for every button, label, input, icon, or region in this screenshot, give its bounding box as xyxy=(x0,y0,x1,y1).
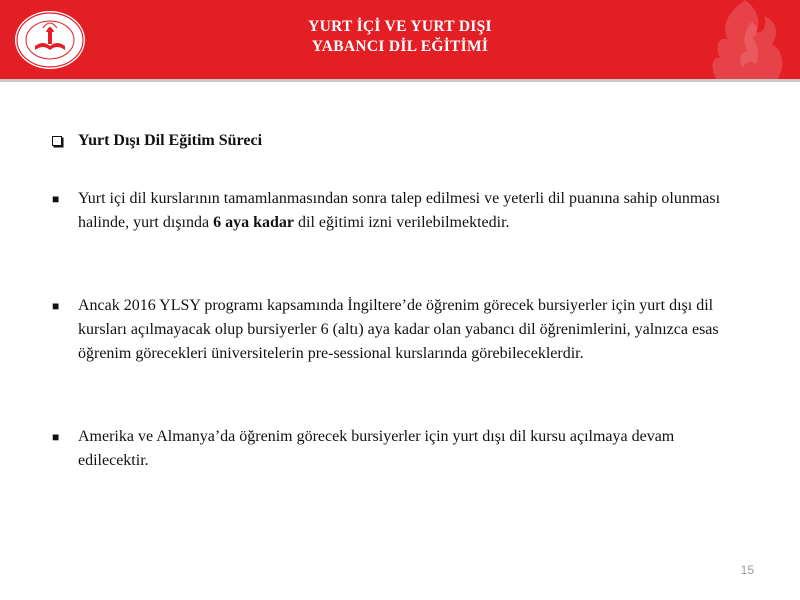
flame-decoration-icon xyxy=(690,0,800,79)
title-line-1: YURT İÇİ VE YURT DIŞI xyxy=(308,18,492,35)
ministry-logo xyxy=(13,10,87,70)
bullet-icon: ■ xyxy=(52,299,60,313)
bullet-text-2: Ancak 2016 YLSY programı kapsamında İngiltere’de öğrenim görecek bursiyerler için yurt dışı dil kursları açılmayacak olup bursiyerler 6 (altı) aya kadar olan yabancı dil öğrenimlerini, yalnızca esas öğrenim görecekleri üniversitelerin pre-sessional kurslarında görebileceklerdir. xyxy=(78,297,719,362)
title-line-2: YABANCI DİL EĞİTİMİ xyxy=(311,38,489,55)
section-heading: Yurt Dışı Dil Eğitim Süreci xyxy=(78,132,263,149)
slide-title xyxy=(200,17,600,57)
bold-duration: 6 aya kadar xyxy=(213,214,294,231)
bullet-icon: ■ xyxy=(52,430,60,444)
header-bar xyxy=(0,0,800,79)
bullet-text-1: Yurt içi dil kurslarının tamamlanmasından sonra talep edilmesi ve yeterli dil puanına sahip olunması halinde, yurt dışında 6 aya kadar dil eğitimi izni verilebilmektedir. xyxy=(78,190,721,231)
checkbox-bullet-icon xyxy=(52,136,62,146)
bullet-icon: ■ xyxy=(52,192,60,206)
bullet-text-3: Amerika ve Almanya’da öğrenim görecek bursiyerler için yurt dışı dil kursu açılmaya devam edilecektir. xyxy=(78,428,675,469)
page-number: 15 xyxy=(740,563,754,577)
header-divider xyxy=(0,79,800,82)
